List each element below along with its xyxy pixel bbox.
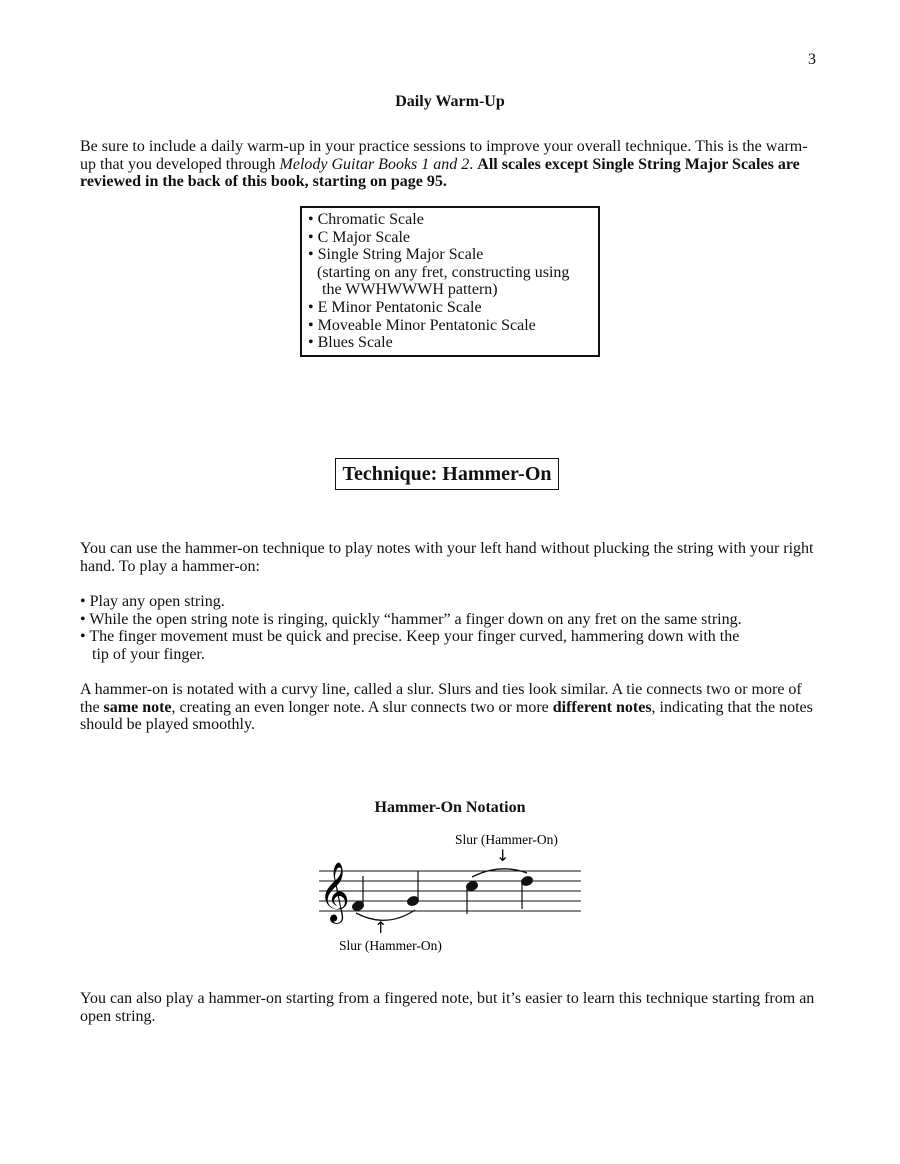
slur-paragraph (80, 681, 820, 734)
slur-bold-same-note: same note (103, 698, 172, 716)
slur-text: , indicating that the notes should be played smoothly. (80, 698, 813, 733)
slur-bold-different-notes: different notes (552, 698, 652, 716)
hammer-on-intro: You can use the hammer-on technique to play notes with your left hand without plucking the string with your right hand. To play a hammer-on: (80, 540, 814, 575)
scale-item: • Moveable Minor Pentatonic Scale (308, 316, 536, 334)
arrow-up-icon: ↑ (374, 918, 388, 937)
note-d-high (520, 875, 533, 909)
arrow-down-icon: ↓ (496, 846, 510, 865)
scale-item: • Blues Scale (308, 334, 393, 352)
step-item-continuation: tip of your finger. (92, 645, 205, 663)
warmup-intro-text-2: . (469, 155, 478, 173)
hammer-on-steps (80, 593, 820, 663)
technique-title-box: Technique: Hammer-On (335, 458, 559, 490)
scale-item: • Chromatic Scale (308, 211, 424, 228)
note-b (465, 880, 478, 914)
step-item: • The finger movement must be quick and precise. Keep your finger curved, hammering down with the (80, 628, 740, 645)
warmup-title: Daily Warm-Up (395, 93, 505, 110)
notation-title: Hammer-On Notation (374, 799, 526, 816)
scale-item-note: the WWHWWWH pattern) (322, 281, 498, 299)
slur-top (472, 869, 527, 877)
step-item: • While the open string note is ringing, quickly “hammer” a finger down on any fret on the same string. (80, 610, 742, 628)
slur-text: A hammer-on is notated with a curvy line, called a slur. Slurs and ties look similar. A tie connects two or more of the (80, 681, 802, 716)
scale-item: • Single String Major Scale (308, 246, 484, 264)
page-number: 3 (808, 51, 816, 68)
step-item: • Play any open string. (80, 593, 225, 610)
warmup-intro-italic: Melody Guitar Books 1 and 2 (279, 155, 470, 173)
scale-item-note: (starting on any fret, constructing using (317, 263, 570, 281)
warmup-intro-text: Be sure to include a daily warm-up in your practice sessions to improve your overall technique. This is the warm-up that you developed through (80, 138, 808, 173)
hammer-on-notation-figure (300, 825, 600, 960)
warmup-intro-paragraph (80, 138, 820, 191)
scale-item: • C Major Scale (308, 228, 411, 246)
slur-label-top: Slur (Hammer-On) (455, 832, 558, 847)
closing-paragraph: You can also play a hammer-on starting from a fingered note, but it’s easier to learn this technique starting from an open string. (80, 990, 815, 1025)
slur-text: , creating an even longer note. A slur connects two or more (171, 698, 553, 716)
note-e (406, 871, 419, 907)
slur-label-bottom: Slur (Hammer-On) (339, 938, 442, 953)
warmup-intro-bold: All scales except Single String Major Scales are reviewed in the back of this book, starting on page 95. (80, 155, 800, 190)
scale-item: • E Minor Pentatonic Scale (308, 298, 482, 316)
treble-clef-icon: 𝄞 (319, 862, 350, 922)
scale-list-box (300, 206, 600, 357)
